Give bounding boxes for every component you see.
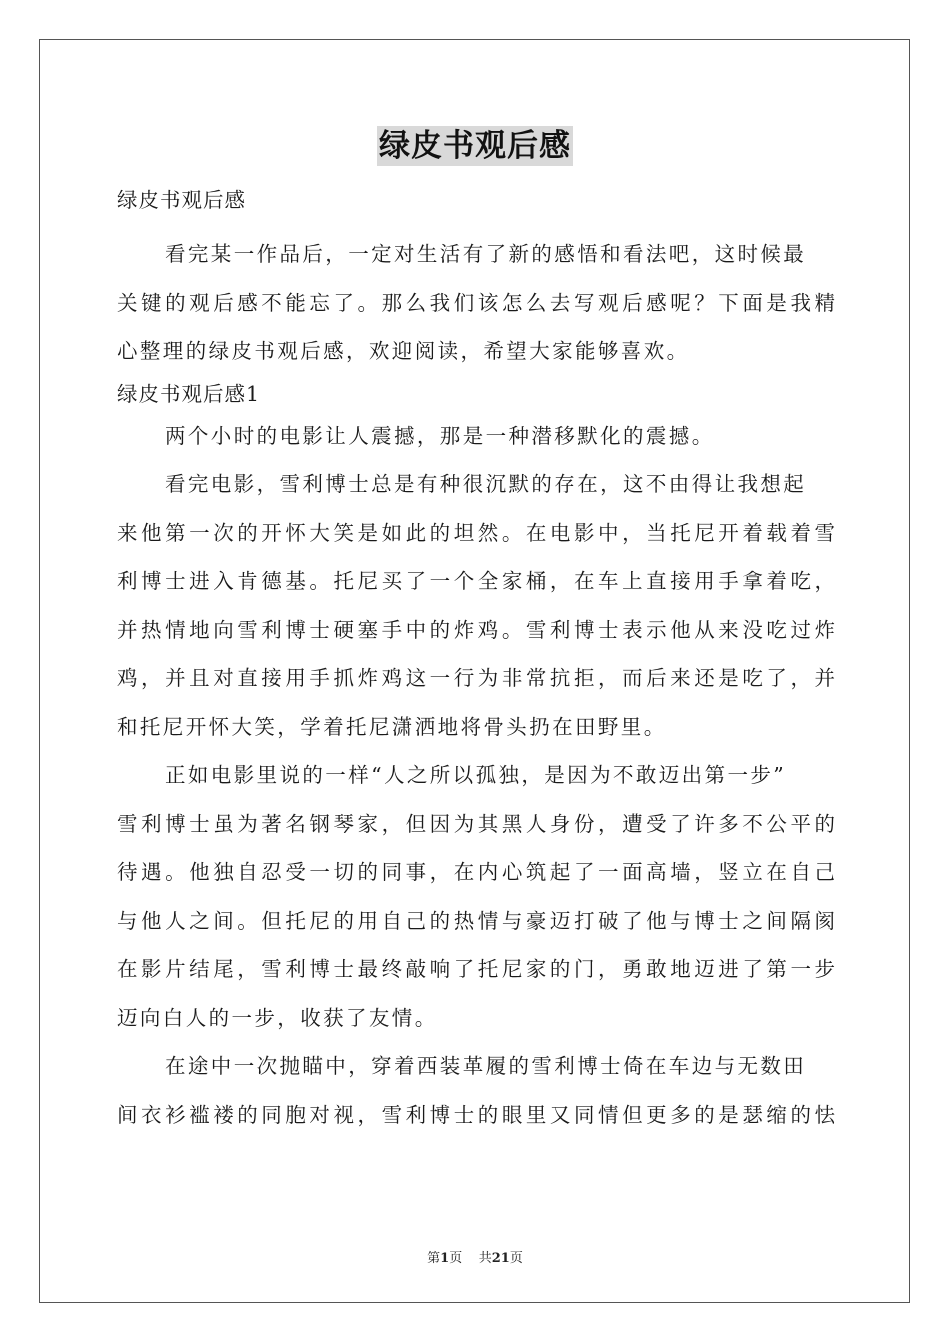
footer-page-prefix: 第	[427, 1251, 441, 1266]
text-line: 雪利博士虽为著名钢琴家，但因为其黑人身份，遭受了许多不公平的	[117, 811, 835, 836]
text-line: 心整理的绿皮书观后感，欢迎阅读，希望大家能够喜欢。	[117, 339, 690, 363]
section-heading: 绿皮书观后感1	[117, 381, 261, 406]
text-line: 在途中一次抛瞄中，穿着西装革履的雪利博士倚在车边与无数田	[165, 1054, 807, 1078]
footer-page-number: 1	[440, 1251, 450, 1266]
text-line: 间衣衫褴褛的同胞对视，雪利博士的眼里又同情但更多的是瑟缩的怯	[117, 1102, 835, 1127]
text-line: 与他人之间。但托尼的用自己的热情与豪迈打破了他与博士之间隔阂	[117, 908, 835, 933]
text-line: 迈向白人的一步，收获了友情。	[117, 1005, 438, 1030]
text-line: 和托尼开怀大笑，学着托尼潇洒地将骨头扔在田野里。	[117, 714, 667, 739]
footer-total-prefix: 共	[478, 1251, 492, 1266]
footer-total-pages: 21	[491, 1251, 510, 1266]
text-line: 来他第一次的开怀大笑是如此的坦然。在电影中，当托尼开着载着雪	[117, 520, 835, 545]
text-line: 利博士进入肯德基。托尼买了一个全家桶，在车上直接用手拿着吃，	[117, 569, 835, 593]
text-line: 鸡，并且对直接用手抓炸鸡这一行为非常抗拒，而后来还是吃了，并	[117, 666, 835, 690]
text-line: 待遇。他独自忍受一切的同事，在内心筑起了一面高墙，竖立在自己	[117, 860, 835, 884]
text-line: 并热情地向雪利博士硬塞手中的炸鸡。雪利博士表示他从来没吃过炸	[117, 617, 835, 642]
footer-total-suffix: 页	[509, 1251, 523, 1266]
title-container	[0, 126, 950, 166]
footer-page-suffix: 页	[449, 1251, 463, 1266]
text-line: 在影片结尾，雪利博士最终敲响了托尼家的门，勇敢地迈进了第一步	[117, 957, 835, 981]
text-line: 正如电影里说的一样“人之所以孤独，是因为不敢迈出第一步”	[165, 763, 787, 787]
document-title: 绿皮书观后感	[379, 128, 571, 164]
section-heading: 绿皮书观后感	[117, 188, 246, 212]
text-line: 看完电影，雪利博士总是有种很沉默的存在，这不由得让我想起	[165, 472, 807, 496]
text-line: 关键的观后感不能忘了。那么我们该怎么去写观后感呢？下面是我精	[117, 290, 835, 315]
text-line: 看完某一作品后，一定对生活有了新的感悟和看法吧，这时候最	[165, 242, 807, 266]
page-footer	[0, 1247, 950, 1266]
document-body	[117, 182, 835, 1139]
text-line: 两个小时的电影让人震撼，那是一种潜移默化的震撼。	[165, 423, 715, 448]
